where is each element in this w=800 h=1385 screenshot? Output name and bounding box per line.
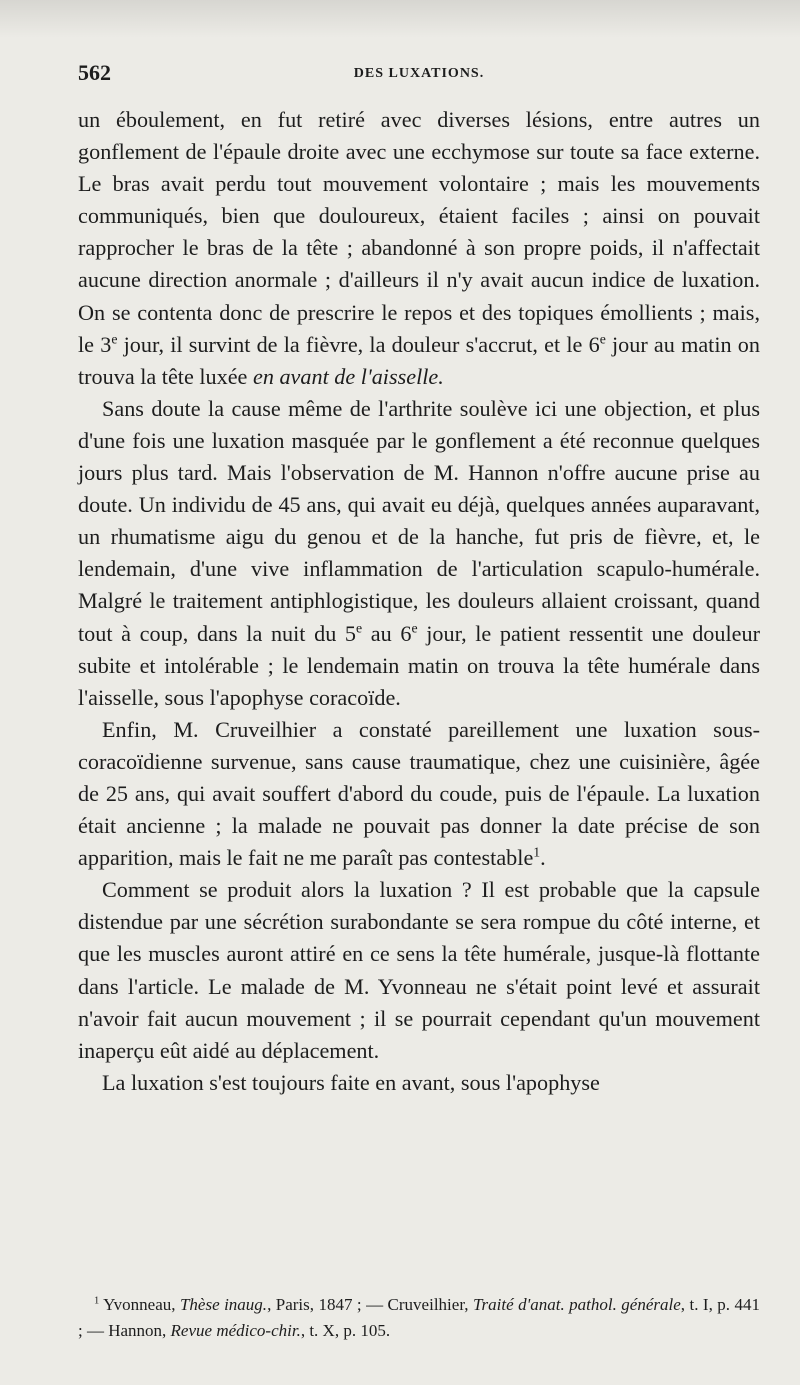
page-header xyxy=(78,60,760,90)
footnote-reference: 1 xyxy=(533,844,541,860)
footnote-title: Revue médico-chir. xyxy=(170,1321,301,1340)
footnotes xyxy=(78,1292,760,1344)
paragraph-1-text: jour, il survint de la fièvre, la douleur s'accrut, et le 6 xyxy=(117,331,600,357)
paragraph-5: La luxation s'est toujours faite en avant, sous l'apophyse xyxy=(102,1069,600,1095)
paragraph-1 xyxy=(78,104,760,393)
superscript: e xyxy=(411,620,418,636)
superscript: e xyxy=(599,331,606,347)
footnote-text: , Paris, 1847 ; — Cruveilhier, xyxy=(267,1295,474,1314)
running-title: DES LUXATIONS. xyxy=(353,66,485,81)
paragraph-1-text: un éboulement, en fut retiré avec diverses lésions, entre autres un gonflement de l'épaule droite avec une ecchymose sur toute sa face externe. Le bras avait perdu tout mouvement volontaire ; mais les mouvements communiqués, bien que douloureux, étaient faciles ; ainsi on pouvait rapprocher le bras de la tête ; abandonné à son propre poids, il n'affectait aucune direction anormale ; d'ailleurs il n'y avait aucun indice de luxation. On se contenta donc de prescrire le repos et des topiques émollients ; mais, le 3 xyxy=(78,107,760,357)
superscript: e xyxy=(111,331,118,347)
footnote-1 xyxy=(78,1292,760,1344)
footnote-title: Traité d'anat. pathol. générale xyxy=(473,1295,681,1314)
paragraph-3 xyxy=(78,714,760,874)
footnote-text: , t. I, p. 441 ; — Hannon, xyxy=(78,1295,761,1340)
paragraph-2-text: Sans doute la cause même de l'arthrite soulève ici une objection, et plus d'une fois une luxation masquée par le gonflement a été reconnue quelques jours plus tard. Mais l'observation de M. Hannon n'offre aucune prise au doute. Un individu de 45 ans, qui avait eu déjà, quelques années auparavant, un rhumatisme aigu du genou et de la hanche, fut pris de fièvre, et, le lendemain, d'une vive inflammation de l'articulation scapulo-humérale. Malgré le traitement antiphlogistique, les douleurs allaient croissant, quand tout à coup, dans la nuit du 5 xyxy=(78,395,760,646)
paragraph-2-text: jour, le patient ressentit une douleur subite et intolérable ; le lendemain matin on trouva la tête humérale dans l'aisselle, sous l'apophyse coracoïde. xyxy=(78,620,760,710)
superscript: e xyxy=(356,620,363,636)
footnote-title: Thèse inaug. xyxy=(179,1295,268,1314)
main-text xyxy=(78,104,760,1099)
footnote-text: Yvonneau, xyxy=(99,1295,180,1314)
footnote-marker: 1 xyxy=(94,1295,100,1307)
paragraph-2-text: au 6 xyxy=(362,620,412,646)
page-number: 562 xyxy=(78,60,111,85)
paragraph-4: Comment se produit alors la luxation ? Il est probable que la capsule distendue par une sécrétion surabondante se sera rompue du côté interne, et que les muscles auront attiré en ce sens la tête humérale, jusque-là flottante dans l'article. Le malade de M. Yvonneau ne s'était point levé et assurait n'avoir fait aucun mouvement ; il se pourrait cependant qu'un mouvement inaperçu eût aidé au déplacement. xyxy=(78,877,760,1063)
paragraph-3-text: . xyxy=(540,845,546,871)
paragraph-1-emphasis: en avant de l'aisselle. xyxy=(252,363,444,389)
page-top-edge xyxy=(0,0,800,38)
paragraph-2 xyxy=(78,393,760,714)
paragraph-3-text: Enfin, M. Cruveilhier a constaté pareillement une luxation sous-coracoïdienne survenue, sans cause traumatique, chez une cuisinière, âgée de 25 ans, qui avait souffert d'abord du coude, puis de l'épaule. La luxation était ancienne ; la malade ne pouvait pas donner la date précise de son apparition, mais le fait ne me paraît pas contestable xyxy=(78,716,760,871)
paragraph-1-text: jour au matin on trouva la tête luxée xyxy=(78,331,760,389)
footnote-text: , t. X, p. 105. xyxy=(300,1321,391,1340)
